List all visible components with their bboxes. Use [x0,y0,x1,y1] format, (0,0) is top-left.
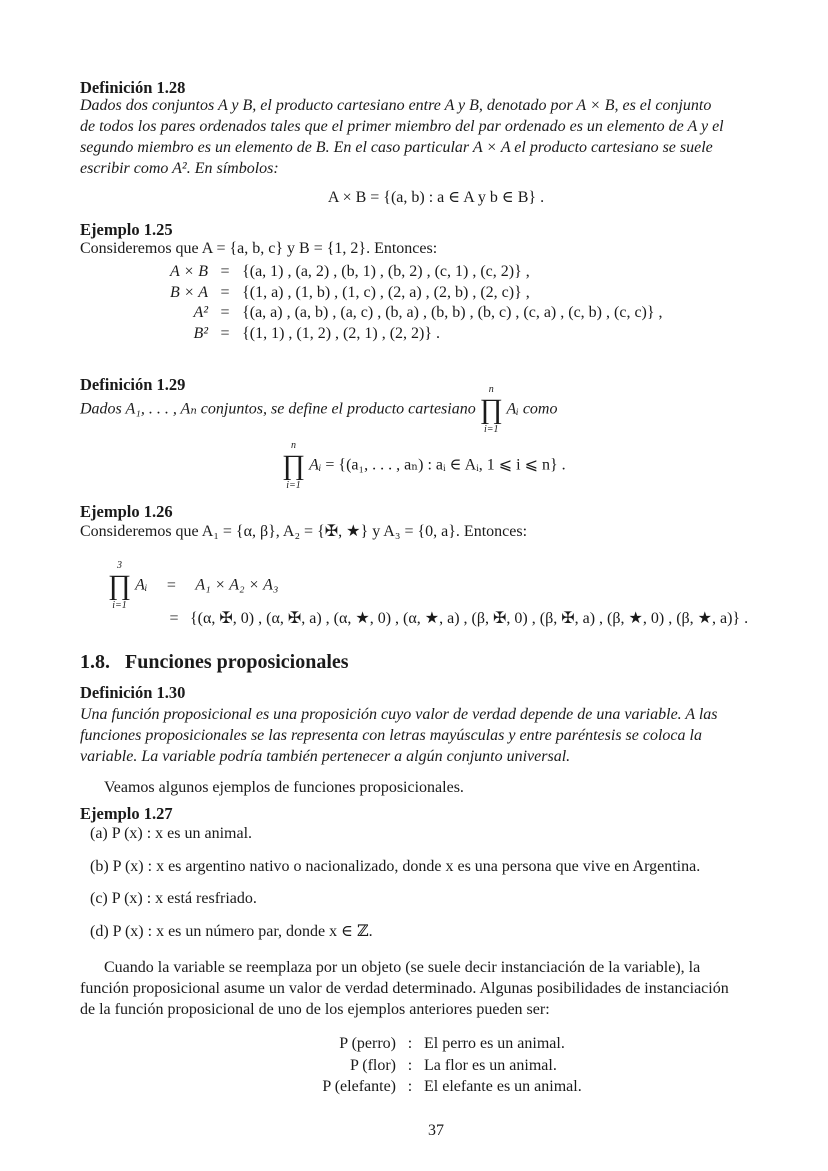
list-item: (c) P (x) : x está resfriado. [90,890,257,907]
prod-lower: i=1 [286,480,301,491]
text: A₁ × A₂ × A₃ [195,576,279,594]
section-title: Funciones proposicionales [125,651,349,673]
prod-sign: ∏ [282,450,306,481]
inst-rhs: El perro es un animal. [424,1035,565,1052]
example-1-25-title: Ejemplo 1.25 [80,220,173,239]
text: como [522,400,558,418]
section-number: 1.8. [80,651,110,673]
example-1-25-equations [170,262,663,344]
eq-sign: = [220,304,230,321]
prod-lower: i=1 [483,424,499,435]
text: Dados A₁, . . . , Aₙ conjuntos, se define el producto cartesiano [80,400,476,418]
text: Aᵢ [309,456,322,474]
eq-lhs: B² [193,324,209,342]
text-line: de la función proposicional de uno de los ejemplos anteriores pueden ser: [80,1001,550,1018]
prod-sign: ∏ [108,570,132,601]
prod-upper: 3 [117,560,123,571]
text-line: de todos los pares ordenados tales que el primer miembro del par ordenado es un elemento de A y el [80,118,724,135]
inst-sep: : [407,1056,413,1074]
prod-lower: i=1 [112,600,127,611]
eq-lhs: B × A [170,283,209,301]
example-1-26-title: Ejemplo 1.26 [80,502,173,521]
inst-rhs: El elefante es un animal. [424,1078,582,1095]
definition-1-30-text [80,704,792,767]
text: Aᵢ [135,576,148,594]
definition-1-29-text [80,384,792,436]
eq-sign: = [220,324,230,342]
example-1-26-intro: Consideremos que A₁ = {α, β}, A₂ = {✠, ★} y A₃ = {0, a}. Entonces: [80,523,528,540]
text-line: función proposicional asume un valor de verdad determinado. Algunas posibilidades de instanciación [80,980,729,997]
inst-lhs: P (flor) [349,1056,396,1074]
definition-1-29-title: Definición 1.29 [80,375,186,394]
section-heading [80,652,792,673]
text-line: Una función proposicional es una proposición cuyo valor de verdad depende de una variable. A las [80,706,718,723]
text: Aᵢ [506,400,519,418]
text-line: Dados dos conjuntos A y B, el producto cartesiano entre A y B, denotado por A × B, es el conjunto [80,97,712,114]
text-line: escribir como A². En símbolos: [80,160,279,177]
instantiation-paragraph [80,957,792,1020]
eq-sign: = [166,576,176,594]
eq-lhs: A × B [170,263,209,280]
text-line: funciones proposicionales se las representa con letras mayúsculas y entre paréntesis se coloca la [80,727,702,744]
inst-lhs: P (perro) [339,1035,396,1052]
eq-rhs: {(a, 1) , (a, 2) , (b, 1) , (b, 2) , (c, 1) , (c, 2)} , [242,263,530,280]
list-item: (d) P (x) : x es un número par, donde x ∈ ℤ. [90,923,373,940]
text-line: Cuando la variable se reemplaza por un objeto (se suele decir instanciación de la variable), la [104,959,701,976]
inst-lhs: P (elefante) [322,1078,396,1095]
definition-1-28-text [80,95,792,179]
inst-rhs: La flor es un animal. [424,1056,557,1074]
example-1-26-equation-2 [158,608,798,629]
eq-sign: = [220,263,230,280]
cartesian-product-equation: A × B = {(a, b) : a ∈ A y b ∈ B} . [327,189,545,206]
inst-sep: : [407,1078,413,1095]
list-item: (a) P (x) : x es un animal. [90,825,253,842]
example-1-27-title: Ejemplo 1.27 [80,804,173,823]
instantiation-table [270,1033,582,1098]
list-item: (b) P (x) : x es argentino nativo o nacionalizado, donde x es una persona que vive en Argentina. [90,858,701,875]
text: = {(a₁, . . . , aₙ) : aᵢ ∈ Aᵢ, 1 ⩽ i ⩽ n} . [325,456,566,474]
prod-upper: n [291,440,297,451]
text-line: variable. La variable podría también pertenecer a algún conjunto universal. [80,748,571,765]
prod-upper: n [488,384,494,395]
eq-rhs: {(1, 1) , (1, 2) , (2, 1) , (2, 2)} . [242,324,441,342]
page-number: 37 [428,1122,444,1139]
prod-sign: ∏ [479,394,503,425]
product-symbol [108,560,131,612]
example-1-25-intro: Consideremos que A = {a, b, c} y B = {1, 2}. Entonces: [80,240,438,257]
examples-intro: Veamos algunos ejemplos de funciones proposicionales. [104,779,464,796]
example-1-26-equation-1 [108,560,808,612]
product-symbol [480,384,503,436]
definition-1-28-title: Definición 1.28 [80,78,186,97]
eq-sign: = [220,283,230,301]
inst-sep: : [407,1035,413,1052]
product-symbol [282,440,305,492]
eq-sign: = [169,610,179,627]
definition-1-29-equation [282,440,782,492]
text: {(α, ✠, 0) , (α, ✠, a) , (α, ★, 0) , (α, ★, a) , (β, ✠, 0) , (β, ✠, a) , (β, ★, 0) , (β, ★, a)} . [190,610,749,627]
definition-1-30-title: Definición 1.30 [80,683,186,702]
text-line: segundo miembro es un elemento de B. En el caso particular A × A el producto cartesiano se suele [80,139,713,156]
eq-lhs: A² [193,304,209,321]
eq-rhs: {(1, a) , (1, b) , (1, c) , (2, a) , (2, b) , (2, c)} , [242,283,530,301]
eq-rhs: {(a, a) , (a, b) , (a, c) , (b, a) , (b, b) , (b, c) , (c, a) , (c, b) , (c, c)} , [242,304,663,321]
